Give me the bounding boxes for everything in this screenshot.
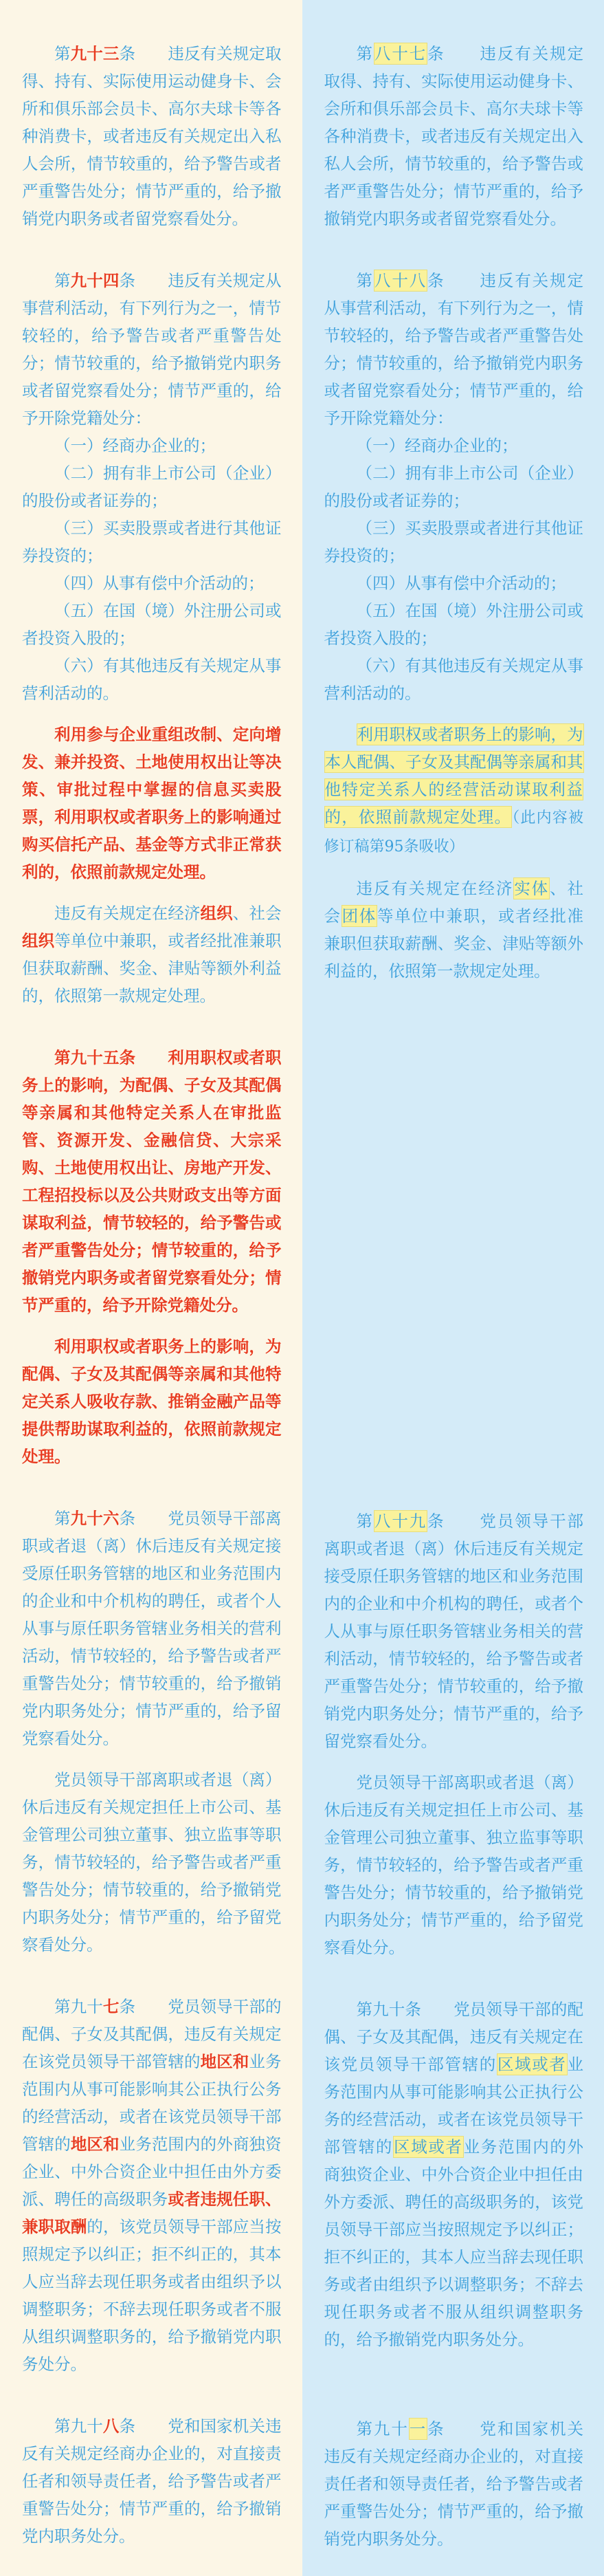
highlighted-text-run: 实体 [514,879,550,898]
text-run: 等单位中兼职，或者经批准兼职但获取薪酬、奖金、津贴等额外利益的，依照第一款规定处理。 [22,931,282,1005]
text-run: 业务范围内从事可能影响其公正执行公务的经营活动，或者在该党员领导干部管辖的 [324,2055,584,2157]
highlighted-text-run: 区域或者 [497,2055,567,2074]
removed-text-run: 九十四 [70,271,120,290]
article-paragraph [324,1996,584,2353]
body-paragraph [22,1766,282,1958]
removed-text-run: 组织 [200,904,233,923]
text-run: 条 党和国家机关违反有关规定经商办企业的，对直接责任者和领导责任者，给予警告或者严重警告处分；情节严重的，给予撤销党内职务处分。 [324,2419,584,2548]
article-paragraph [324,40,584,232]
removed-text-run: 八 [102,2416,120,2436]
article-paragraph [22,1505,282,1752]
text-run: 、社会 [324,879,584,926]
text-run: （五）在国（境）外注册公司或者投资入股的； [22,601,282,648]
text-run: 违反有关规定在经济 [54,904,201,923]
body-paragraph [324,1769,584,1961]
text-run: 第 [356,44,374,63]
removed-text-run: 七 [102,1997,120,2016]
article-paragraph [324,1507,584,1755]
highlighted-text-run: 一 [409,2419,427,2438]
removed-text-run: 利用参与企业重组改制、定向增发、兼并投资、土地使用权出让等决策、审批过程中掌握的信息买卖股票，利用职权或者职务上的影响通过购买信托产品、基金等方式非正常获利的，依照前款规定处理。 [22,725,282,882]
highlighted-text-run: 利用职权或者职务上的影响，为本人配偶、子女及其配偶等亲属和其他特定关系人的经营活动谋取利益的，依照前款规定处理。 [324,725,583,827]
text-run: （三）买卖股票或者进行其他证券投资的； [22,519,282,565]
text-run: 条 党员领导干部离职或者退（离）休后违反有关规定接受原任职务管辖的地区和业务范围内的企业和中介机构的聘任，或者个人从事与原任职务管辖业务相关的营利活动，情节较轻的，给予警告或者严重警告处分；情节较重的，给予撤销党内职务处分；情节严重的，给予留党察看处分。 [22,1509,282,1748]
highlighted-text-run: 团体 [342,906,377,926]
text-run: 条 党员领导干部离职或者退（离）休后违反有关规定接受原任职务管辖的地区和业务范围内的企业和中介机构的聘任，或者个人从事与原任职务管辖业务相关的营利活动，情节较轻的，给予警告或者严重警告处分；情节较重的，给予撤销党内职务处分；情节严重的，给予留党察看处分。 [324,1511,584,1751]
removed-text-run: 地区和 [70,2135,120,2154]
new-version-column [302,0,604,2576]
body-paragraph [22,721,282,886]
body-paragraph [22,1333,282,1470]
text-run: 第 [356,1511,374,1531]
text-run: 第九十 [54,2416,103,2436]
text-run: （一）经商办企业的； [54,436,216,455]
list-item-paragraph [324,652,584,707]
removed-text-run: 组织 [22,931,55,950]
text-run: （一）经商办企业的； [356,436,518,455]
text-run: （四）从事有偿中介活动的； [54,574,265,593]
removed-text-run: 九十三 [70,44,120,63]
body-paragraph [324,721,584,861]
removed-text-run: 利用职权或者职务上的影响，为配偶、子女及其配偶等亲属和其他特定关系人吸收存款、推销金融产品等提供帮助谋取利益的，依照前款规定处理。 [22,1337,282,1466]
text-run: 第九十 [356,2419,409,2438]
text-run: 条 违反有关规定从事营利活动，有下列行为之一，情节较轻的，给予警告或者严重警告处分；情节较重的，给予撤销党内职务或者留党察看处分；情节严重的，给予开除党籍处分： [324,271,584,428]
article-paragraph [324,2415,584,2553]
highlighted-text-run: 八十九 [374,1511,427,1531]
list-item-paragraph [324,514,584,569]
list-item-paragraph [22,569,282,597]
list-item-paragraph [22,432,282,459]
list-item-paragraph [22,514,282,569]
text-run: 条 违反有关规定取得、持有、实际使用运动健身卡、会所和俱乐部会员卡、高尔夫球卡等各种消费卡，或者违反有关规定出入私人会所，情节较重的，给予警告或者严重警告处分；情节严重的，给予撤销党内职务或者留党察看处分。 [22,44,282,228]
highlighted-text-run: 八十七 [374,44,427,63]
text-run: 条 党员领导干部的配偶、子女及其配偶，违反有关规定在该党员领导干部管辖的 [22,1997,282,2071]
list-item-paragraph [324,459,584,514]
article-paragraph [22,1044,282,1319]
text-run: （四）从事有偿中介活动的； [356,574,566,593]
text-run: （五）在国（境）外注册公司或者投资入股的； [324,601,583,648]
list-item-paragraph [324,569,584,597]
removed-text-run: 九十六 [70,1509,120,1528]
text-run: 党员领导干部离职或者退（离）休后违反有关规定担任上市公司、基金管理公司独立董事、独立监事等职务，情节较轻的，给予警告或者严重警告处分；情节较重的，给予撤销党内职务处分；情节严重的，给予留党察看处分。 [324,1773,583,1957]
text-run: 第 [54,1509,71,1528]
text-run: 、社会 [232,904,282,923]
article-paragraph [22,40,282,232]
text-run: 第 [356,271,374,290]
removed-text-run: 第九十五条 利用职权或者职务上的影响，为配偶、子女及其配偶等亲属和其他特定关系人在审批监管、资源开发、金融信贷、大宗采购、土地使用权出让、房地产开发、工程招投标以及公共财政支出等方面谋取利益，情节较轻的，给予警告或者严重警告处分；情节较重的，给予撤销党内职务或者留党察看处分；情节严重的，给予开除党籍处分。 [22,1048,282,1315]
list-item-paragraph [22,459,282,514]
list-item-paragraph [22,652,282,707]
editor-note-run: （此内容被修订稿第95条吸收） [324,809,583,855]
text-run: 第九十条 党员领导干部的配偶、子女及其配偶，违反有关规定在该党员领导干部管辖的 [324,2000,583,2074]
body-paragraph [22,899,282,1009]
text-run: 业务范围内的外商独资企业、中外合资企业中担任由外方委派、聘任的高级职务的，该党员领导干部应当按照规定予以纠正；拒不纠正的，其本人应当辞去现任职务或者由组织予以调整职务；不辞去现任职务或者不服从组织调整职务的，给予撤销党内职务处分。 [324,2137,584,2349]
text-run: 等单位中兼职，或者经批准兼职但获取薪酬、奖金、津贴等额外利益的，依照第一款规定处理。 [324,906,584,981]
column-spacer [324,985,584,1473]
text-run: 第 [54,271,71,290]
text-run: 业务范围内的外商独资企业、中外合资企业中担任由外方委派、聘任的高级职务 [22,2135,282,2209]
list-item-paragraph [22,597,282,652]
text-run: 第九十 [54,1997,103,2016]
text-run: （六）有其他违反有关规定从事营利活动的。 [22,656,282,703]
column-spacer [324,2353,584,2381]
removed-text-run: 或者违规任职、兼职取酬 [22,2190,282,2236]
text-run: 违反有关规定在经济 [356,879,514,898]
article-paragraph [22,1993,282,2378]
list-item-paragraph [324,432,584,459]
article-paragraph [324,267,584,432]
text-run: 第 [54,44,71,63]
text-run: 的，该党员领导干部应当按照规定予以纠正；拒不纠正的，其本人应当辞去现任职务或者由组织予以调整职务；不辞去现任职务或者不服从组织调整职务的，给予撤销党内职务处分。 [22,2217,282,2374]
body-paragraph [324,875,584,985]
text-run: 业务范围内从事可能影响其公正执行公务的经营活动，或者在该党员领导干部管辖的 [22,2052,282,2154]
text-run: 条 违反有关规定从事营利活动，有下列行为之一，情节较轻的，给予警告或者严重警告处分；情节较重的，给予撤销党内职务或者留党察看处分；情节严重的，给予开除党籍处分： [22,271,282,428]
text-run: （二）拥有非上市公司（企业）的股份或者证券的； [22,463,282,510]
text-run: （六）有其他违反有关规定从事营利活动的。 [324,656,583,703]
article-paragraph [22,267,282,432]
text-run: 党员领导干部离职或者退（离）休后违反有关规定担任上市公司、基金管理公司独立董事、独立监事等职务，情节较轻的，给予警告或者严重警告处分；情节较重的，给予撤销党内职务处分；情节严重的，给予留党察看处分。 [22,1770,282,1954]
text-run: 条 党和国家机关违反有关规定经商办企业的，对直接责任者和领导责任者，给予警告或者严重警告处分；情节严重的，给予撤销党内职务处分。 [22,2416,282,2546]
list-item-paragraph [324,597,584,652]
text-run: 条 违反有关规定取得、持有、实际使用运动健身卡、会所和俱乐部会员卡、高尔夫球卡等各种消费卡，或者违反有关规定出入私人会所，情节较重的，给予警告或者严重警告处分；情节严重的，给予撤销党内职务或者留党察看处分。 [324,44,584,228]
highlighted-text-run: 八十八 [374,271,427,290]
article-paragraph [22,2412,282,2550]
text-run: （三）买卖股票或者进行其他证券投资的； [324,519,583,565]
text-run: （二）拥有非上市公司（企业）的股份或者证券的； [324,463,583,510]
highlighted-text-run: 区域或者 [394,2137,463,2157]
removed-text-run: 地区和 [200,2052,249,2071]
